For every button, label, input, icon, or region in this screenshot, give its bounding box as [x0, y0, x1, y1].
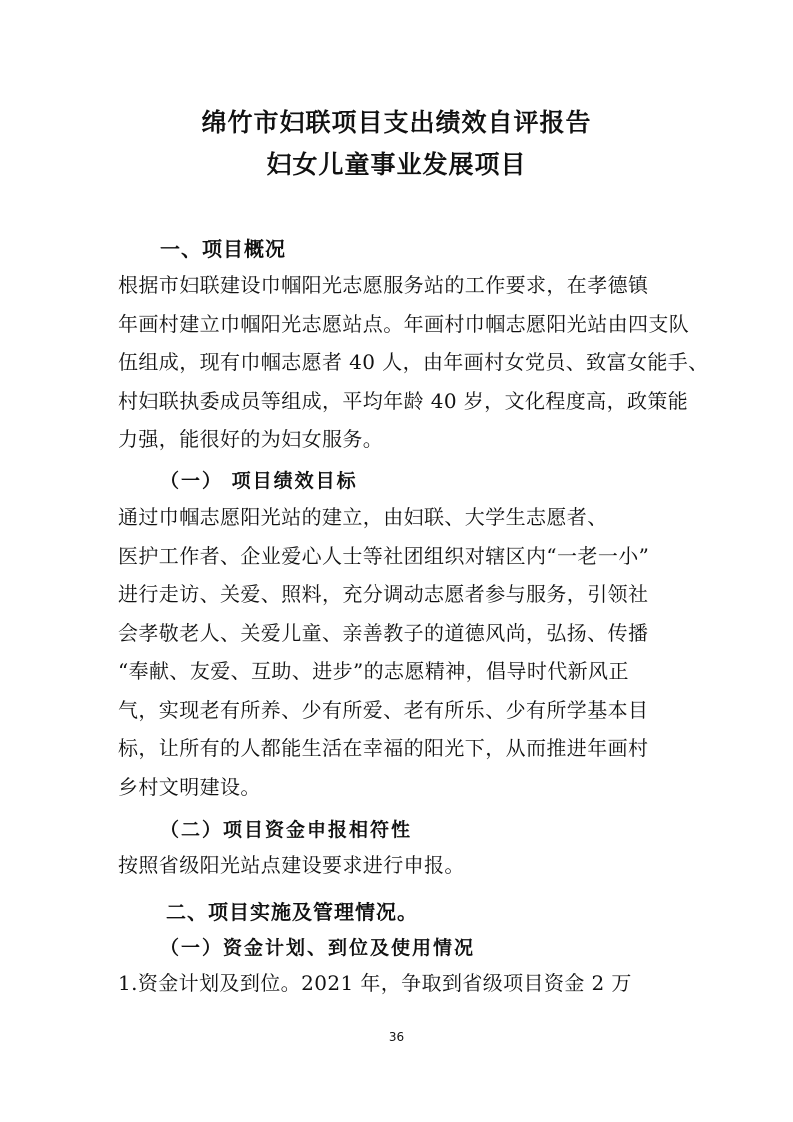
paragraph-project-overview: [118, 266, 709, 459]
subsection1-heading: （一） 项目绩效目标: [160, 470, 358, 492]
paragraph-line: 年画村建立巾帼阳光志愿站点。年画村巾帼志愿阳光站由四支队: [118, 311, 690, 336]
paragraph-fund-application: [118, 846, 678, 885]
paragraph-line: 伍组成，现有巾帼志愿者 40 人，由年画村女党员、致富女能手、: [118, 350, 709, 374]
paragraph-line: “奉献、友爱、互助、进步”的志愿精神，倡导时代新风正: [118, 659, 629, 683]
subsection3-heading: （一）资金计划、到位及使用情况: [160, 937, 476, 959]
paragraph-line: 通过巾帼志愿阳光站的建立，由妇联、大学生志愿者、: [118, 505, 608, 529]
paragraph-line: 标，让所有的人都能生活在幸福的阳光下，从而推进年画村: [118, 736, 649, 760]
subsection2-heading: （二）项目资金申报相符性: [160, 819, 413, 841]
paragraph-line: 乡村文明建设。: [118, 774, 261, 799]
paragraph-line: 力强，能很好的为妇女服务。: [118, 427, 384, 451]
paragraph-line: 进行走访、关爱、照料，充分调动志愿者参与服务，引领社: [118, 582, 649, 606]
paragraph-line: 按照省级阳光站点建设要求进行申报。: [118, 853, 465, 877]
paragraph-fund-plan: [118, 964, 678, 1003]
page-number: 36: [388, 1030, 405, 1044]
paragraph-performance-goal: [118, 498, 678, 806]
paragraph-line: 医护工作者、企业爱心人士等社团组织对辖区内“一老一小”: [118, 543, 650, 568]
report-title-line1: 绵竹市妇联项目支出绩效自评报告: [201, 108, 592, 137]
paragraph-line: 根据市妇联建设巾帼阳光志愿服务站的工作要求，在孝德镇: [118, 273, 649, 297]
paragraph-line: 气，实现老有所养、少有所爱、老有所乐、少有所学基本目: [118, 697, 649, 722]
paragraph-line: 村妇联执委成员等组成，平均年龄 40 岁，文化程度高，政策能: [118, 388, 689, 413]
report-title-line2: 妇女儿童事业发展项目: [266, 150, 527, 179]
section2-heading: 二、项目实施及管理情况。: [166, 900, 418, 924]
section1-heading: 一、项目概况: [160, 237, 286, 261]
paragraph-line: 会孝敬老人、关爱儿童、亲善教子的道德风尚，弘扬、传播: [118, 620, 649, 645]
paragraph-line: 1.资金计划及到位。2021 年，争取到省级项目资金 2 万: [118, 971, 632, 995]
